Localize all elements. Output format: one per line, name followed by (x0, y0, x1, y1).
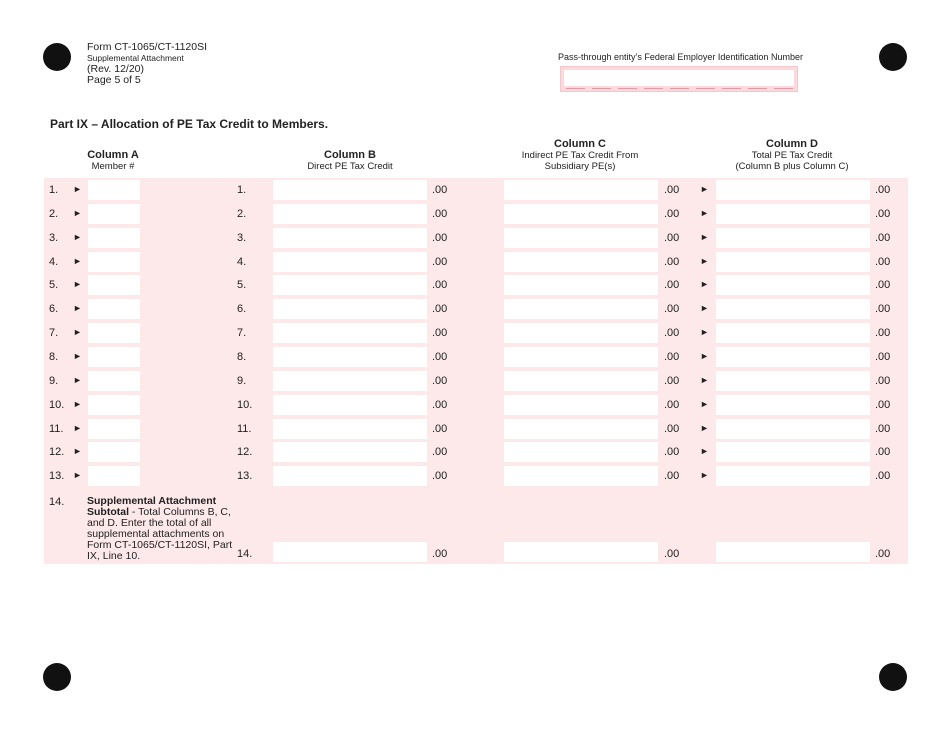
column-c-field[interactable] (504, 466, 658, 486)
page-number: Page 5 of 5 (87, 74, 141, 86)
row-number-b: 11. (237, 422, 252, 435)
fein-digit-underline (644, 88, 663, 89)
row-number-a: 5. (49, 279, 59, 292)
column-b-field[interactable] (273, 299, 427, 319)
arrow-icon: ► (73, 422, 82, 433)
column-a-title: Column A (87, 149, 139, 161)
attachment-label: Supplemental Attachment (87, 53, 184, 63)
arrow-icon: ► (73, 446, 82, 457)
column-b-cents: .00 (432, 398, 448, 411)
arrow-icon: ► (73, 231, 82, 242)
column-c-sub2: Subsidiary PE(s) (544, 161, 616, 172)
column-d-cents: .00 (875, 231, 891, 244)
column-c-cents: .00 (664, 398, 680, 411)
row-number-a: 1. (49, 184, 59, 196)
column-d-cents: .00 (875, 255, 891, 268)
line-14-col-b-cents: .00 (432, 548, 448, 560)
arrow-icon: ► (700, 398, 709, 409)
row-number-b: 3. (237, 231, 247, 244)
row-number-b: 9. (237, 374, 247, 387)
fein-digit-underline (592, 88, 611, 89)
column-c-field[interactable] (504, 299, 658, 319)
column-c-field[interactable] (504, 419, 658, 439)
column-a-sub: Member # (91, 161, 135, 172)
row-number-b: 5. (237, 279, 247, 292)
column-c-field[interactable] (504, 275, 658, 295)
column-b-cents: .00 (432, 422, 448, 435)
column-c-cents: .00 (664, 374, 680, 387)
line-14-col-c-field[interactable] (504, 542, 658, 562)
row-number-a: 3. (49, 231, 59, 244)
fein-label: Pass-through entity’s Federal Employer Identification Number (558, 52, 803, 62)
fein-digit-underline (670, 88, 689, 89)
arrow-icon: ► (73, 255, 82, 266)
column-c-cents: .00 (664, 279, 680, 292)
fein-digit-underline (748, 88, 767, 89)
row-number-b: 6. (237, 303, 247, 316)
arrow-icon: ► (73, 350, 82, 361)
column-c-field[interactable] (504, 204, 658, 224)
table-row (44, 321, 908, 345)
member-number-field[interactable] (88, 347, 140, 367)
arrow-icon: ► (73, 279, 82, 290)
row-number-b: 12. (237, 446, 253, 459)
table-row (44, 464, 908, 488)
column-d-field[interactable] (716, 204, 870, 224)
column-c-field[interactable] (504, 228, 658, 248)
column-d-title: Column D (766, 138, 818, 150)
column-b-sub: Direct PE Tax Credit (307, 161, 393, 172)
row-number-a: 12. (49, 446, 65, 459)
column-d-field[interactable] (716, 395, 870, 415)
column-c-cents: .00 (664, 207, 680, 220)
line-14-col-d-field[interactable] (716, 542, 870, 562)
column-d-cents: .00 (875, 398, 891, 411)
column-c-field[interactable] (504, 180, 658, 200)
column-c-cents: .00 (664, 350, 680, 363)
column-d-cents: .00 (875, 350, 891, 363)
line-14-number: 14. (49, 496, 65, 508)
column-c-header (500, 139, 660, 172)
arrow-icon: ► (73, 398, 82, 409)
arrow-icon: ► (700, 446, 709, 457)
column-c-cents: .00 (664, 422, 680, 435)
column-d-field[interactable] (716, 252, 870, 272)
column-c-cents: .00 (664, 255, 680, 268)
column-b-field[interactable] (273, 395, 427, 415)
column-d-cents: .00 (875, 327, 891, 340)
table-row (44, 297, 908, 321)
member-number-field[interactable] (88, 442, 140, 462)
column-c-field[interactable] (504, 371, 658, 391)
column-a-header (70, 150, 156, 172)
row-number-a: 9. (49, 374, 59, 387)
column-b-cents: .00 (432, 446, 448, 459)
column-b-field[interactable] (273, 442, 427, 462)
column-d-cents: .00 (875, 207, 891, 220)
column-b-cents: .00 (432, 327, 448, 340)
column-d-cents: .00 (875, 184, 891, 196)
arrow-icon: ► (700, 303, 709, 314)
row-number-b: 8. (237, 350, 247, 363)
fein-input[interactable] (560, 66, 798, 92)
member-number-field[interactable] (88, 371, 140, 391)
arrow-icon: ► (73, 374, 82, 385)
table-row (44, 345, 908, 369)
column-b-field[interactable] (273, 419, 427, 439)
line-14-text: - Total Columns B, C, and D. Enter the total of all supplemental attachments on Form CT-1065/CT-1120SI, Part IX, Line 10. (87, 506, 233, 562)
column-d-field[interactable] (716, 466, 870, 486)
registration-mark-bottom-right (879, 663, 907, 691)
column-d-header (712, 139, 872, 172)
column-c-field[interactable] (504, 252, 658, 272)
table-row (44, 417, 908, 441)
member-number-field[interactable] (88, 252, 140, 272)
arrow-icon: ► (700, 279, 709, 290)
arrow-icon: ► (700, 374, 709, 385)
revision: (Rev. 12/20) (87, 63, 144, 75)
member-number-field[interactable] (88, 466, 140, 486)
member-number-field[interactable] (88, 180, 140, 200)
column-d-field[interactable] (716, 299, 870, 319)
table-row (44, 440, 908, 464)
column-c-cents: .00 (664, 446, 680, 459)
row-number-a: 13. (49, 470, 65, 483)
table-row (44, 273, 908, 297)
arrow-icon: ► (700, 184, 709, 194)
column-d-cents: .00 (875, 470, 891, 483)
row-number-a: 7. (49, 327, 59, 340)
table-row (44, 226, 908, 250)
column-d-cents: .00 (875, 446, 891, 459)
registration-mark-bottom-left (43, 663, 71, 691)
arrow-icon: ► (73, 327, 82, 338)
arrow-icon: ► (700, 470, 709, 481)
column-d-field[interactable] (716, 419, 870, 439)
line-14-row (44, 540, 908, 564)
column-b-field[interactable] (273, 275, 427, 295)
row-number-a: 11. (49, 422, 64, 435)
arrow-icon: ► (700, 255, 709, 266)
column-b-field[interactable] (273, 252, 427, 272)
fein-digit-underline (722, 88, 741, 89)
member-number-field[interactable] (88, 228, 140, 248)
table-row (44, 202, 908, 226)
column-c-sub1: Indirect PE Tax Credit From (521, 150, 639, 161)
column-b-field[interactable] (273, 466, 427, 486)
column-d-sub1: Total PE Tax Credit (751, 150, 833, 161)
column-b-field[interactable] (273, 347, 427, 367)
arrow-icon: ► (73, 184, 82, 194)
table-row (44, 393, 908, 417)
column-d-cents: .00 (875, 303, 891, 316)
fein-digit-underline (774, 88, 793, 89)
member-number-field[interactable] (88, 395, 140, 415)
member-number-field[interactable] (88, 419, 140, 439)
line-14-col-b-field[interactable] (273, 542, 427, 562)
column-d-field[interactable] (716, 275, 870, 295)
column-d-field[interactable] (716, 442, 870, 462)
column-b-header (270, 150, 430, 172)
column-c-field[interactable] (504, 323, 658, 343)
registration-mark-top-right (879, 43, 907, 71)
column-c-field[interactable] (504, 442, 658, 462)
line-14-bold: Supplemental Attachment Subtotal (87, 495, 217, 518)
column-d-field[interactable] (716, 228, 870, 248)
form-header (87, 42, 207, 86)
arrow-icon: ► (700, 350, 709, 361)
registration-mark-top-left (43, 43, 71, 71)
row-number-a: 4. (49, 255, 59, 268)
column-b-cents: .00 (432, 255, 448, 268)
row-number-b: 13. (237, 470, 253, 483)
column-b-cents: .00 (432, 231, 448, 244)
column-b-cents: .00 (432, 470, 448, 483)
column-b-cents: .00 (432, 184, 448, 196)
row-number-b: 4. (237, 255, 247, 268)
column-d-cents: .00 (875, 422, 891, 435)
column-d-field[interactable] (716, 323, 870, 343)
row-number-b: 7. (237, 327, 247, 340)
column-b-field[interactable] (273, 323, 427, 343)
column-c-field[interactable] (504, 395, 658, 415)
arrow-icon: ► (700, 422, 709, 433)
column-b-field[interactable] (273, 228, 427, 248)
column-c-cents: .00 (664, 303, 680, 316)
column-c-title: Column C (554, 138, 606, 150)
column-b-cents: .00 (432, 279, 448, 292)
fein-digit-underline (696, 88, 715, 89)
table-row (44, 369, 908, 393)
column-b-cents: .00 (432, 374, 448, 387)
column-d-cents: .00 (875, 374, 891, 387)
column-d-cents: .00 (875, 279, 891, 292)
fein-digit-underline (566, 88, 585, 89)
line-14-col-d-cents: .00 (875, 548, 891, 560)
column-c-cents: .00 (664, 184, 680, 196)
column-c-field[interactable] (504, 347, 658, 367)
line-14-col-b-number: 14. (237, 548, 253, 560)
row-number-b: 1. (237, 184, 247, 196)
column-b-cents: .00 (432, 350, 448, 363)
fein-digit-underline (618, 88, 637, 89)
column-b-title: Column B (324, 149, 376, 161)
arrow-icon: ► (700, 327, 709, 338)
member-number-field[interactable] (88, 299, 140, 319)
arrow-icon: ► (73, 303, 82, 314)
row-number-a: 6. (49, 303, 59, 316)
column-c-cents: .00 (664, 470, 680, 483)
column-b-field[interactable] (273, 180, 427, 200)
column-d-field[interactable] (716, 347, 870, 367)
table-row (44, 178, 908, 202)
part-title: Part IX – Allocation of PE Tax Credit to Members. (50, 117, 329, 131)
row-number-a: 8. (49, 350, 59, 363)
column-b-field[interactable] (273, 204, 427, 224)
member-number-field[interactable] (88, 204, 140, 224)
column-d-sub2: (Column B plus Column C) (735, 161, 849, 172)
row-number-a: 10. (49, 398, 65, 411)
column-b-field[interactable] (273, 371, 427, 391)
column-b-cents: .00 (432, 207, 448, 220)
arrow-icon: ► (73, 470, 82, 481)
column-c-cents: .00 (664, 327, 680, 340)
table-row (44, 250, 908, 274)
arrow-icon: ► (73, 207, 82, 218)
column-c-cents: .00 (664, 231, 680, 244)
column-d-field[interactable] (716, 371, 870, 391)
row-number-b: 10. (237, 398, 253, 411)
row-number-a: 2. (49, 207, 59, 220)
arrow-icon: ► (700, 207, 709, 218)
form-id: Form CT-1065/CT-1120SI (87, 41, 208, 53)
column-d-field[interactable] (716, 180, 870, 200)
row-number-b: 2. (237, 207, 247, 220)
line-14-col-c-cents: .00 (664, 548, 680, 560)
column-b-cents: .00 (432, 303, 448, 316)
member-number-field[interactable] (88, 323, 140, 343)
arrow-icon: ► (700, 231, 709, 242)
member-number-field[interactable] (88, 275, 140, 295)
